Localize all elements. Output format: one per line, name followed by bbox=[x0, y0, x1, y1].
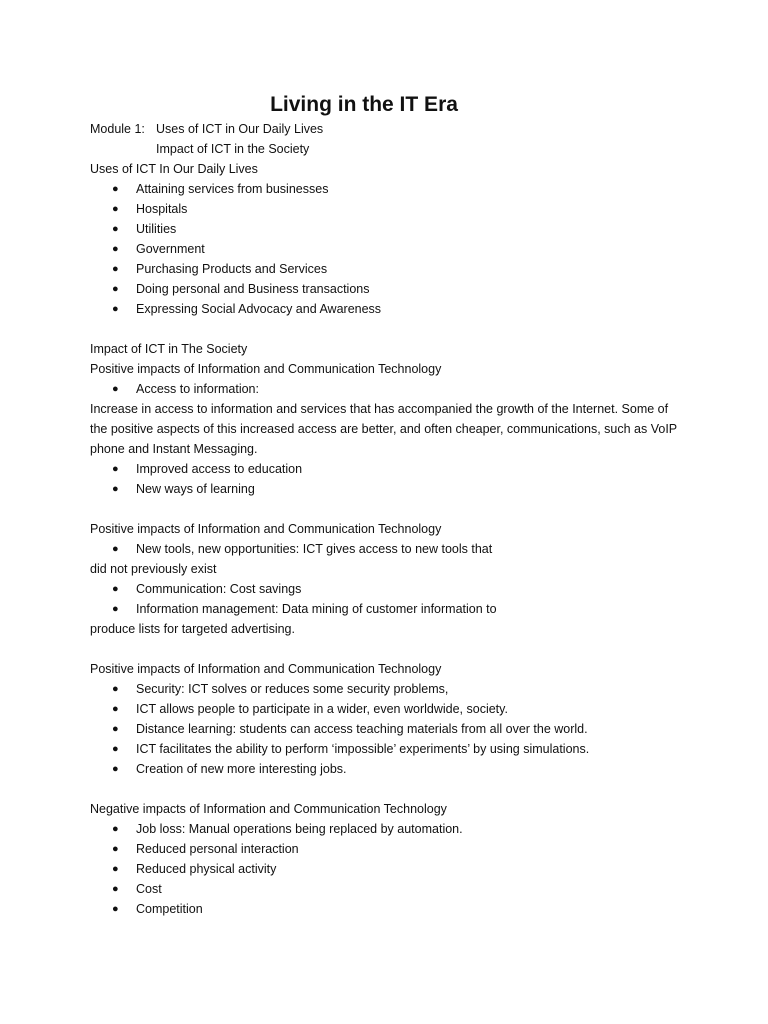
list-item bbox=[90, 679, 690, 699]
list-item bbox=[90, 379, 690, 399]
subsection-heading: Negative impacts of Information and Communication Technology bbox=[90, 802, 447, 816]
bullet-icon: ● bbox=[112, 883, 119, 895]
list-item-text: New ways of learning bbox=[136, 482, 255, 496]
bullet-icon: ● bbox=[112, 223, 119, 235]
list-item-text: ICT facilitates the ability to perform ‘impossible’ experiments’ by using simulations. bbox=[136, 742, 590, 756]
list-item bbox=[90, 699, 690, 719]
bullet-icon: ● bbox=[112, 903, 119, 915]
list-item bbox=[90, 839, 690, 859]
list-item bbox=[90, 579, 690, 599]
bullet-icon: ● bbox=[112, 683, 119, 695]
list-item-text: Attaining services from businesses bbox=[136, 182, 329, 196]
section-heading: Uses of ICT In Our Daily Lives bbox=[90, 162, 258, 176]
bullet-icon: ● bbox=[112, 183, 119, 195]
list-item bbox=[90, 179, 690, 199]
bullet-icon: ● bbox=[112, 723, 119, 735]
bullet-icon: ● bbox=[112, 703, 119, 715]
list-item-text: Improved access to education bbox=[136, 462, 303, 476]
list-item bbox=[90, 599, 690, 619]
paragraph-line: phone and Instant Messaging. bbox=[90, 442, 258, 456]
list-item bbox=[90, 299, 690, 319]
subsection-heading: Positive impacts of Information and Communication Technology bbox=[90, 362, 442, 376]
bullet-icon: ● bbox=[112, 583, 119, 595]
subsection-heading: Positive impacts of Information and Communication Technology bbox=[90, 522, 442, 536]
paragraph-line: did not previously exist bbox=[90, 562, 217, 576]
list-item bbox=[90, 239, 690, 259]
bullet-icon: ● bbox=[112, 863, 119, 875]
list-item-text: Creation of new more interesting jobs. bbox=[136, 762, 347, 776]
blank-line bbox=[90, 779, 690, 799]
list-item bbox=[90, 739, 690, 759]
document-body bbox=[90, 119, 690, 919]
bullet-icon: ● bbox=[112, 283, 119, 295]
list-item bbox=[90, 259, 690, 279]
list-item bbox=[90, 719, 690, 739]
list-item-text: Distance learning: students can access teaching materials from all over the world. bbox=[136, 722, 588, 736]
bullet-icon: ● bbox=[112, 463, 119, 475]
bullet-icon: ● bbox=[112, 203, 119, 215]
module-topic: Impact of ICT in the Society bbox=[156, 142, 310, 156]
list-item-text: Competition bbox=[136, 902, 203, 916]
list-item bbox=[90, 539, 690, 559]
bullet-icon: ● bbox=[112, 603, 119, 615]
bullet-icon: ● bbox=[112, 383, 119, 395]
bullet-icon: ● bbox=[112, 763, 119, 775]
list-item-text: Reduced physical activity bbox=[136, 862, 277, 876]
list-item-text: New tools, new opportunities: ICT gives access to new tools that bbox=[136, 542, 493, 556]
bullet-list bbox=[90, 539, 690, 559]
list-item bbox=[90, 899, 690, 919]
list-item bbox=[90, 879, 690, 899]
subsection-heading: Positive impacts of Information and Communication Technology bbox=[90, 662, 442, 676]
list-item-text: Information management: Data mining of customer information to bbox=[136, 602, 497, 616]
list-item-text: Hospitals bbox=[136, 202, 188, 216]
bullet-icon: ● bbox=[112, 243, 119, 255]
list-item-text: Job loss: Manual operations being replaced by automation. bbox=[136, 822, 463, 836]
module-line bbox=[90, 119, 690, 139]
bullet-icon: ● bbox=[112, 823, 119, 835]
list-item bbox=[90, 459, 690, 479]
blank-line bbox=[90, 319, 690, 339]
list-item bbox=[90, 759, 690, 779]
list-item-text: ICT allows people to participate in a wider, even worldwide, society. bbox=[136, 702, 508, 716]
document-title: Living in the IT Era bbox=[270, 93, 458, 116]
bullet-list bbox=[90, 819, 690, 919]
bullet-icon: ● bbox=[112, 303, 119, 315]
blank-line bbox=[90, 639, 690, 659]
bullet-list bbox=[90, 379, 690, 399]
section-heading: Impact of ICT in The Society bbox=[90, 342, 248, 356]
list-item-text: Access to information: bbox=[136, 382, 259, 396]
bullet-icon: ● bbox=[112, 263, 119, 275]
bullet-icon: ● bbox=[112, 843, 119, 855]
list-item-text: Purchasing Products and Services bbox=[136, 262, 328, 276]
list-item-text: Government bbox=[136, 242, 205, 256]
bullet-list bbox=[90, 579, 690, 619]
list-item-text: Communication: Cost savings bbox=[136, 582, 302, 596]
list-item bbox=[90, 279, 690, 299]
list-item-text: Utilities bbox=[136, 222, 177, 236]
bullet-list bbox=[90, 679, 690, 779]
bullet-icon: ● bbox=[112, 483, 119, 495]
list-item-text: Doing personal and Business transactions bbox=[136, 282, 370, 296]
list-item bbox=[90, 859, 690, 879]
paragraph-line: produce lists for targeted advertising. bbox=[90, 622, 295, 636]
blank-line bbox=[90, 499, 690, 519]
list-item bbox=[90, 479, 690, 499]
paragraph-line: the positive aspects of this increased access are better, and often cheaper, communications, such as VoIP bbox=[90, 422, 678, 436]
bullet-icon: ● bbox=[112, 743, 119, 755]
list-item-text: Reduced personal interaction bbox=[136, 842, 299, 856]
module-label: Module 1: bbox=[90, 122, 145, 136]
bullet-list bbox=[90, 179, 690, 319]
module-topic: Uses of ICT in Our Daily Lives bbox=[156, 122, 324, 136]
bullet-list bbox=[90, 459, 690, 499]
list-item bbox=[90, 199, 690, 219]
bullet-icon: ● bbox=[112, 543, 119, 555]
list-item-text: Cost bbox=[136, 882, 162, 896]
list-item bbox=[90, 219, 690, 239]
list-item bbox=[90, 819, 690, 839]
list-item-text: Expressing Social Advocacy and Awareness bbox=[136, 302, 382, 316]
paragraph-line: Increase in access to information and services that has accompanied the growth of the Internet. Some of bbox=[90, 402, 669, 416]
list-item-text: Security: ICT solves or reduces some security problems, bbox=[136, 682, 449, 696]
